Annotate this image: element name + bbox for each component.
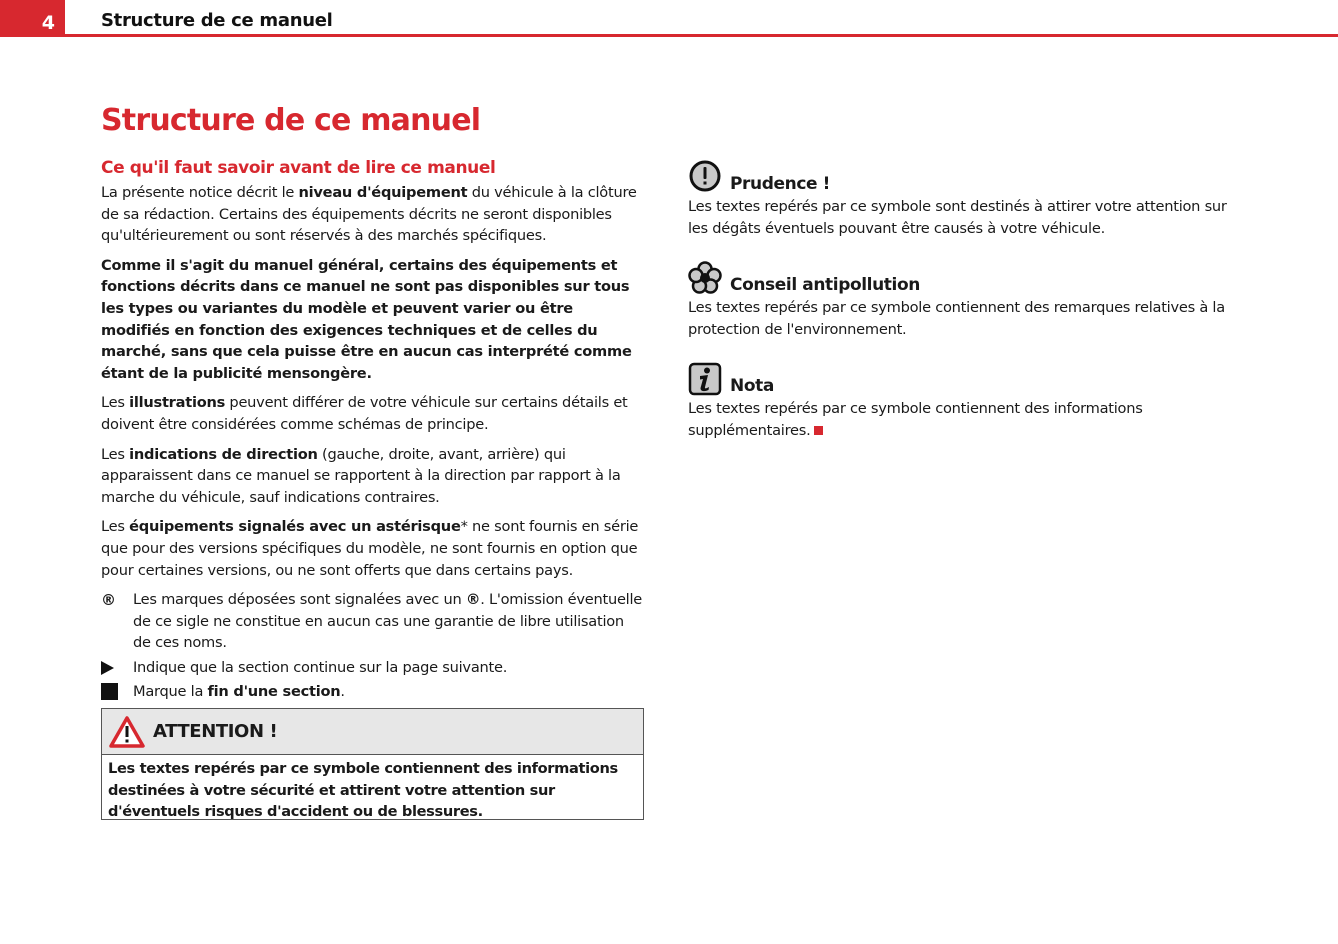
note-nota	[688, 362, 1233, 441]
bold-text: niveau d'équipement	[298, 184, 468, 201]
page-title: Structure de ce manuel	[101, 103, 481, 138]
attention-box	[101, 708, 644, 820]
paragraph-directions	[101, 444, 646, 509]
running-header-title: Structure de ce manuel	[101, 10, 333, 31]
note-body: Les textes repérés par ce symbole contiennent des remarques relatives à la protection de l'environnement.	[688, 299, 1225, 338]
warning-triangle-icon	[109, 716, 145, 748]
legend-text	[133, 681, 345, 703]
text: (gauche, droite, avant, arrière) qui apparaissent dans ce manuel se rapportent à la direction par rapport à la marche du véhicule, sauf indications contraires.	[101, 445, 621, 506]
bold-text: ®	[465, 591, 481, 609]
note-antipollution	[688, 261, 1233, 340]
text: Les textes repérés par ce symbole contiennent des informations supplémentaires.	[688, 400, 1143, 439]
legend-item-registered	[101, 589, 646, 654]
attention-title: ATTENTION !	[153, 721, 278, 742]
info-icon	[688, 362, 722, 396]
text: Marque la	[133, 683, 208, 701]
legend-text	[133, 589, 646, 654]
attention-body: Les textes repérés par ce symbole contiennent des informations destinées à votre sécurité et attirent votre attention sur d'éventuels risques d'accident ou de blessures.	[108, 760, 618, 821]
text: du véhicule à la clôture de sa rédaction. Certains des équipements décrits ne seront disponibles qu'ultérieurement ou sont réservés à des marchés spécifiques.	[101, 184, 637, 245]
bold-text: équipements signalés avec un astérisque	[129, 518, 461, 536]
legend-item-continue	[101, 657, 646, 679]
paragraph-illustrations	[101, 392, 646, 435]
paragraph-asterisk	[101, 516, 646, 581]
end-of-section-icon	[814, 426, 823, 435]
note-title: Prudence !	[730, 174, 831, 194]
text: .	[340, 683, 345, 701]
text: Les	[101, 394, 130, 412]
note-body: Les textes repérés par ce symbole sont destinés à attirer votre attention sur les dégâts éventuels pouvant être causés à votre véhicule.	[688, 198, 1227, 237]
text: . L'omission éventuelle de ce sigle ne constitue en aucun cas une garantie de libre utilisation de ces noms.	[133, 591, 643, 652]
text: peuvent différer de votre véhicule sur certains détails et doivent être considérées comme schémas de principe.	[101, 394, 628, 433]
exclamation-circle-icon	[688, 160, 722, 194]
flower-icon	[688, 261, 722, 295]
note-body	[688, 398, 1233, 441]
bold-text: illustrations	[129, 394, 226, 412]
left-column	[101, 158, 646, 706]
attention-header	[102, 709, 643, 755]
text: Les marques déposées sont signalées avec un	[133, 591, 466, 609]
paragraph-general-manual: Comme il s'agit du manuel général, certains des équipements et fonctions décrits dans ce manuel ne sont pas disponibles sur tous les types ou variantes du modèle et peuvent varier ou être modifiés en fonction des exigences techniques et de celles du marché, sans que cela puisse être en aucun cas interprété comme étant de la publicité mensongère.	[101, 256, 632, 382]
note-title: Nota	[730, 376, 774, 397]
text: Les	[101, 518, 130, 536]
bold-text: fin d'une section	[207, 683, 341, 701]
note-prudence	[688, 160, 1233, 239]
legend-text: Indique que la section continue sur la page suivante.	[133, 658, 508, 676]
section-heading: Ce qu'il faut savoir avant de lire ce manuel	[101, 158, 496, 178]
header-rule	[65, 34, 1338, 37]
page-number: 4	[41, 12, 55, 34]
text: Les	[101, 445, 130, 463]
triangle-right-icon	[101, 661, 114, 675]
text: * ne sont fournis en série que pour des versions spécifiques du modèle, ne sont fournis en option que pour certaines versions, ou ne sont offerts que dans certains pays.	[101, 518, 639, 579]
paragraph-equipment-level	[101, 182, 646, 247]
text: La présente notice décrit le	[101, 184, 299, 201]
right-column	[688, 160, 1233, 462]
note-title: Conseil antipollution	[730, 275, 920, 296]
registered-icon: ®	[101, 591, 116, 610]
legend-item-end-section	[101, 681, 646, 703]
black-square-icon	[101, 683, 118, 700]
bold-text: indications de direction	[129, 445, 318, 463]
page-number-tab	[0, 0, 65, 37]
